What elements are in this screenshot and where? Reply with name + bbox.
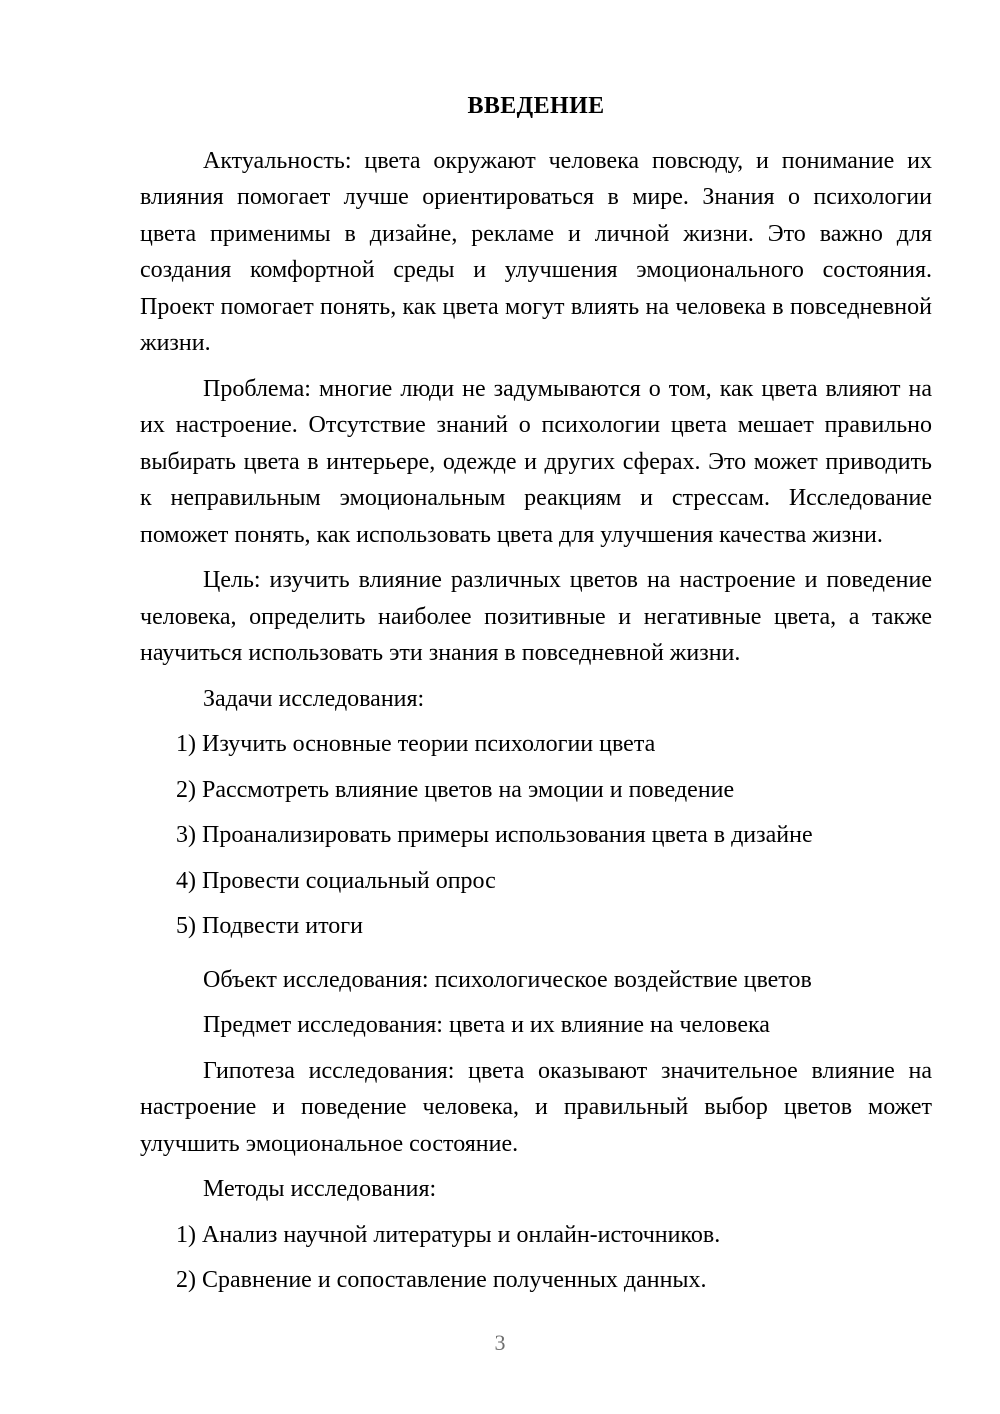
paragraph-relevance: Актуальность: цвета окружают человека повсюду, и понимание их влияния помогает лучше ориентироваться в мире. Знания о психологии цвета применимы в дизайне, рекламе и личной жизни. Это важно для создания комфортной среды и улучшения эмоционального состояния. Проект помогает понять, как цвета могут влиять на человека в повседневной жизни. [140, 147, 932, 357]
paragraph-subject: Предмет исследования: цвета и их влияние на человека [203, 1012, 770, 1039]
section-spacer [140, 954, 932, 962]
list-item: 2) Рассмотреть влияние цветов на эмоции и поведение [176, 776, 735, 803]
paragraph-goal: Цель: изучить влияние различных цветов на настроение и поведение человека, определить наиболее позитивные и негативные цвета, а также научиться использовать эти знания в повседневной жизни. [140, 567, 932, 667]
tasks-label: Задачи исследования: [203, 685, 425, 712]
list-item: 1) Анализ научной литературы и онлайн-источников. [176, 1221, 721, 1248]
methods-label: Методы исследования: [203, 1176, 437, 1203]
paragraph-hypothesis: Гипотеза исследования: цвета оказывают значительное влияние на настроение и поведение человека, и правильный выбор цветов может улучшить эмоциональное состояние. [140, 1057, 932, 1157]
paragraph-problem: Проблема: многие люди не задумываются о том, как цвета влияют на их настроение. Отсутствие знаний о психологии цвета мешает правильно выбирать цвета в интерьере, одежде и других сферах. Это может приводить к неправильным эмоциональным реакциям и стрессам. Исследование поможет понять, как использовать цвета для улучшения качества жизни. [140, 375, 932, 548]
paragraph-object: Объект исследования: психологическое воздействие цветов [203, 966, 812, 993]
list-item: 2) Сравнение и сопоставление полученных данных. [176, 1267, 707, 1294]
list-item: 5) Подвести итоги [176, 913, 363, 940]
methods-list [140, 1217, 932, 1299]
list-item: 4) Провести социальный опрос [176, 867, 496, 894]
page-content [140, 92, 932, 1308]
page-number: 3 [494, 1330, 506, 1355]
list-item: 3) Проанализировать примеры использования цвета в дизайне [176, 822, 813, 849]
list-item: 1) Изучить основные теории психологии цвета [176, 731, 656, 758]
page-title: ВВЕДЕНИЕ [467, 93, 605, 119]
tasks-list [140, 726, 932, 945]
